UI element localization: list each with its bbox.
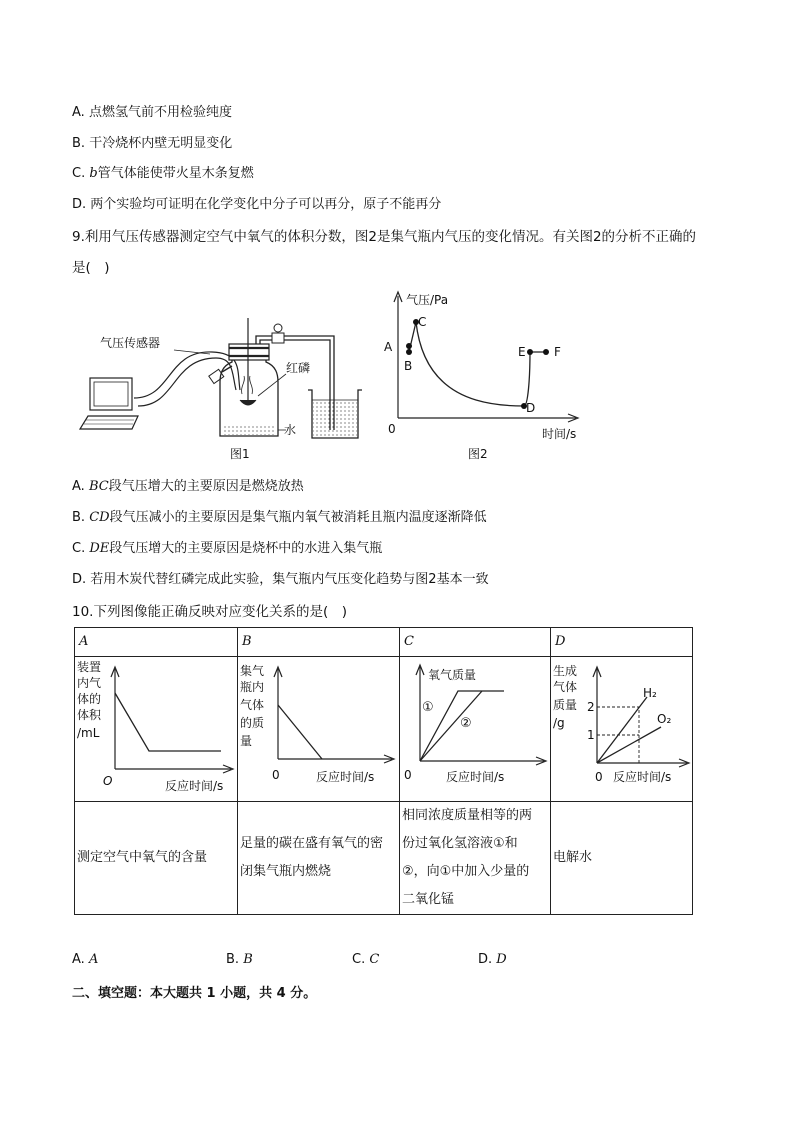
graph-cell-c [400, 657, 551, 802]
graph-d-xlabel: 反应时间/s [613, 770, 672, 784]
graph-c-label2: ② [460, 716, 472, 731]
label-e: E [518, 345, 526, 359]
graph-a-xlabel: 反应时间/s [165, 779, 224, 793]
y-axis-label: 气压/Pa [406, 293, 449, 307]
clamp [272, 333, 284, 343]
figure2-caption: 图2 [468, 447, 488, 461]
q10-answer-a: A. A [72, 952, 99, 967]
q10-answer-d: D. D [478, 952, 507, 967]
graph-a-line [115, 693, 221, 751]
x-axis-label: 时间/s [542, 427, 577, 441]
graph-a [75, 657, 237, 797]
graph-d-h2-label: H₂ [643, 686, 657, 700]
water-label: 水 [284, 423, 297, 437]
desc-a: 测定空气中氧气的含量 [75, 802, 238, 915]
q10-table [74, 627, 693, 915]
q9-figure2-graph [376, 288, 596, 466]
graph-d-tick-2: 2 [587, 700, 595, 714]
phosphorus-label: 红磷 [286, 361, 311, 375]
graph-c-origin: 0 [404, 768, 412, 782]
graph-d-ylabel: 生成 气体 质量 /g [553, 664, 578, 730]
prev-option-c: C. b管气体能使带火星木条复燃 [72, 166, 254, 181]
graph-d-tick-1: 1 [587, 728, 595, 742]
q10-stem: 10.下列图像能正确反映对应变化关系的是( ) [72, 604, 348, 620]
q9-figure1 [72, 290, 372, 465]
graph-d-o2-line [597, 727, 661, 763]
point-f [543, 349, 549, 355]
graph-c-label1: ① [422, 700, 434, 715]
q9-stem-line2: 是( ) [72, 260, 110, 276]
graph-d-o2-label: O₂ [657, 712, 672, 726]
graph-c-xlabel: 反应时间/s [446, 770, 505, 784]
graph-c [400, 657, 550, 797]
label-c: C [418, 315, 427, 329]
desc-c: 相同浓度质量相等的两 份过氧化氢溶液①和 ②，向①中加入少量的 二氧化锰 [400, 802, 551, 915]
figure1-caption: 图1 [230, 447, 250, 461]
prev-option-d: D. 两个实验均可证明在化学变化中分子可以再分，原子不能再分 [72, 197, 442, 212]
graph-d [551, 657, 692, 797]
origin-label: 0 [388, 422, 396, 436]
graph-a-ylabel: 装置 内气 体的 体积 /mL [77, 660, 102, 740]
q9-option-c: C. DE段气压增大的主要原因是烧杯中的水进入集气瓶 [72, 541, 383, 556]
point-b [406, 349, 412, 355]
graph-d-origin: 0 [595, 770, 603, 784]
graph-cell-b [238, 657, 400, 802]
graph-cell-a [75, 657, 238, 802]
desc-d: 电解水 [551, 802, 693, 915]
q9-stem-line1: 9.利用气压传感器测定空气中氧气的体积分数，图2是集气瓶内气压的变化情况。有关图2的分析不正确的 [72, 229, 697, 245]
point-a [406, 343, 412, 349]
col-header-a: A [75, 628, 238, 657]
prev-option-a: A. 点燃氢气前不用检验纯度 [72, 105, 232, 120]
q9-option-d: D. 若用木炭代替红磷完成此实验，集气瓶内气压变化趋势与图2基本一致 [72, 572, 489, 587]
laptop-icon [80, 378, 138, 429]
q10-answer-b: B. B [226, 952, 253, 967]
pressure-curve [409, 322, 546, 406]
sensor-label: 气压传感器 [100, 336, 161, 350]
graph-b-ylabel: 集气 瓶内 气体 的质 量 [240, 664, 265, 748]
label-d: D [526, 401, 536, 415]
point-e [527, 349, 533, 355]
label-a: A [384, 340, 393, 354]
col-header-c: C [400, 628, 551, 657]
graph-a-origin: O [103, 774, 113, 788]
label-f: F [554, 345, 561, 359]
beaker [308, 390, 362, 438]
prev-option-b: B. 干冷烧杯内壁无明显变化 [72, 136, 233, 151]
graph-c-ylabel: 氧气质量 [428, 668, 477, 682]
section2-heading: 二、填空题：本大题共 1 小题，共 4 分。 [72, 986, 317, 1001]
col-header-d: D [551, 628, 693, 657]
label-b: B [404, 359, 413, 373]
graph-b-line [278, 705, 322, 759]
graph-b-xlabel: 反应时间/s [316, 770, 375, 784]
q9-option-b: B. CD段气压减小的主要原因是集气瓶内氧气被消耗且瓶内温度逐渐降低 [72, 510, 487, 525]
desc-b: 足量的碳在盛有氧气的密 闭集气瓶内燃烧 [238, 802, 400, 915]
graph-cell-d [551, 657, 693, 802]
cable [134, 352, 240, 398]
graph-b-origin: 0 [272, 768, 280, 782]
graph-b [238, 657, 399, 797]
q10-answer-c: C. C [352, 952, 380, 967]
q9-option-a: A. BC段气压增大的主要原因是燃烧放热 [72, 479, 304, 494]
col-header-b: B [238, 628, 400, 657]
